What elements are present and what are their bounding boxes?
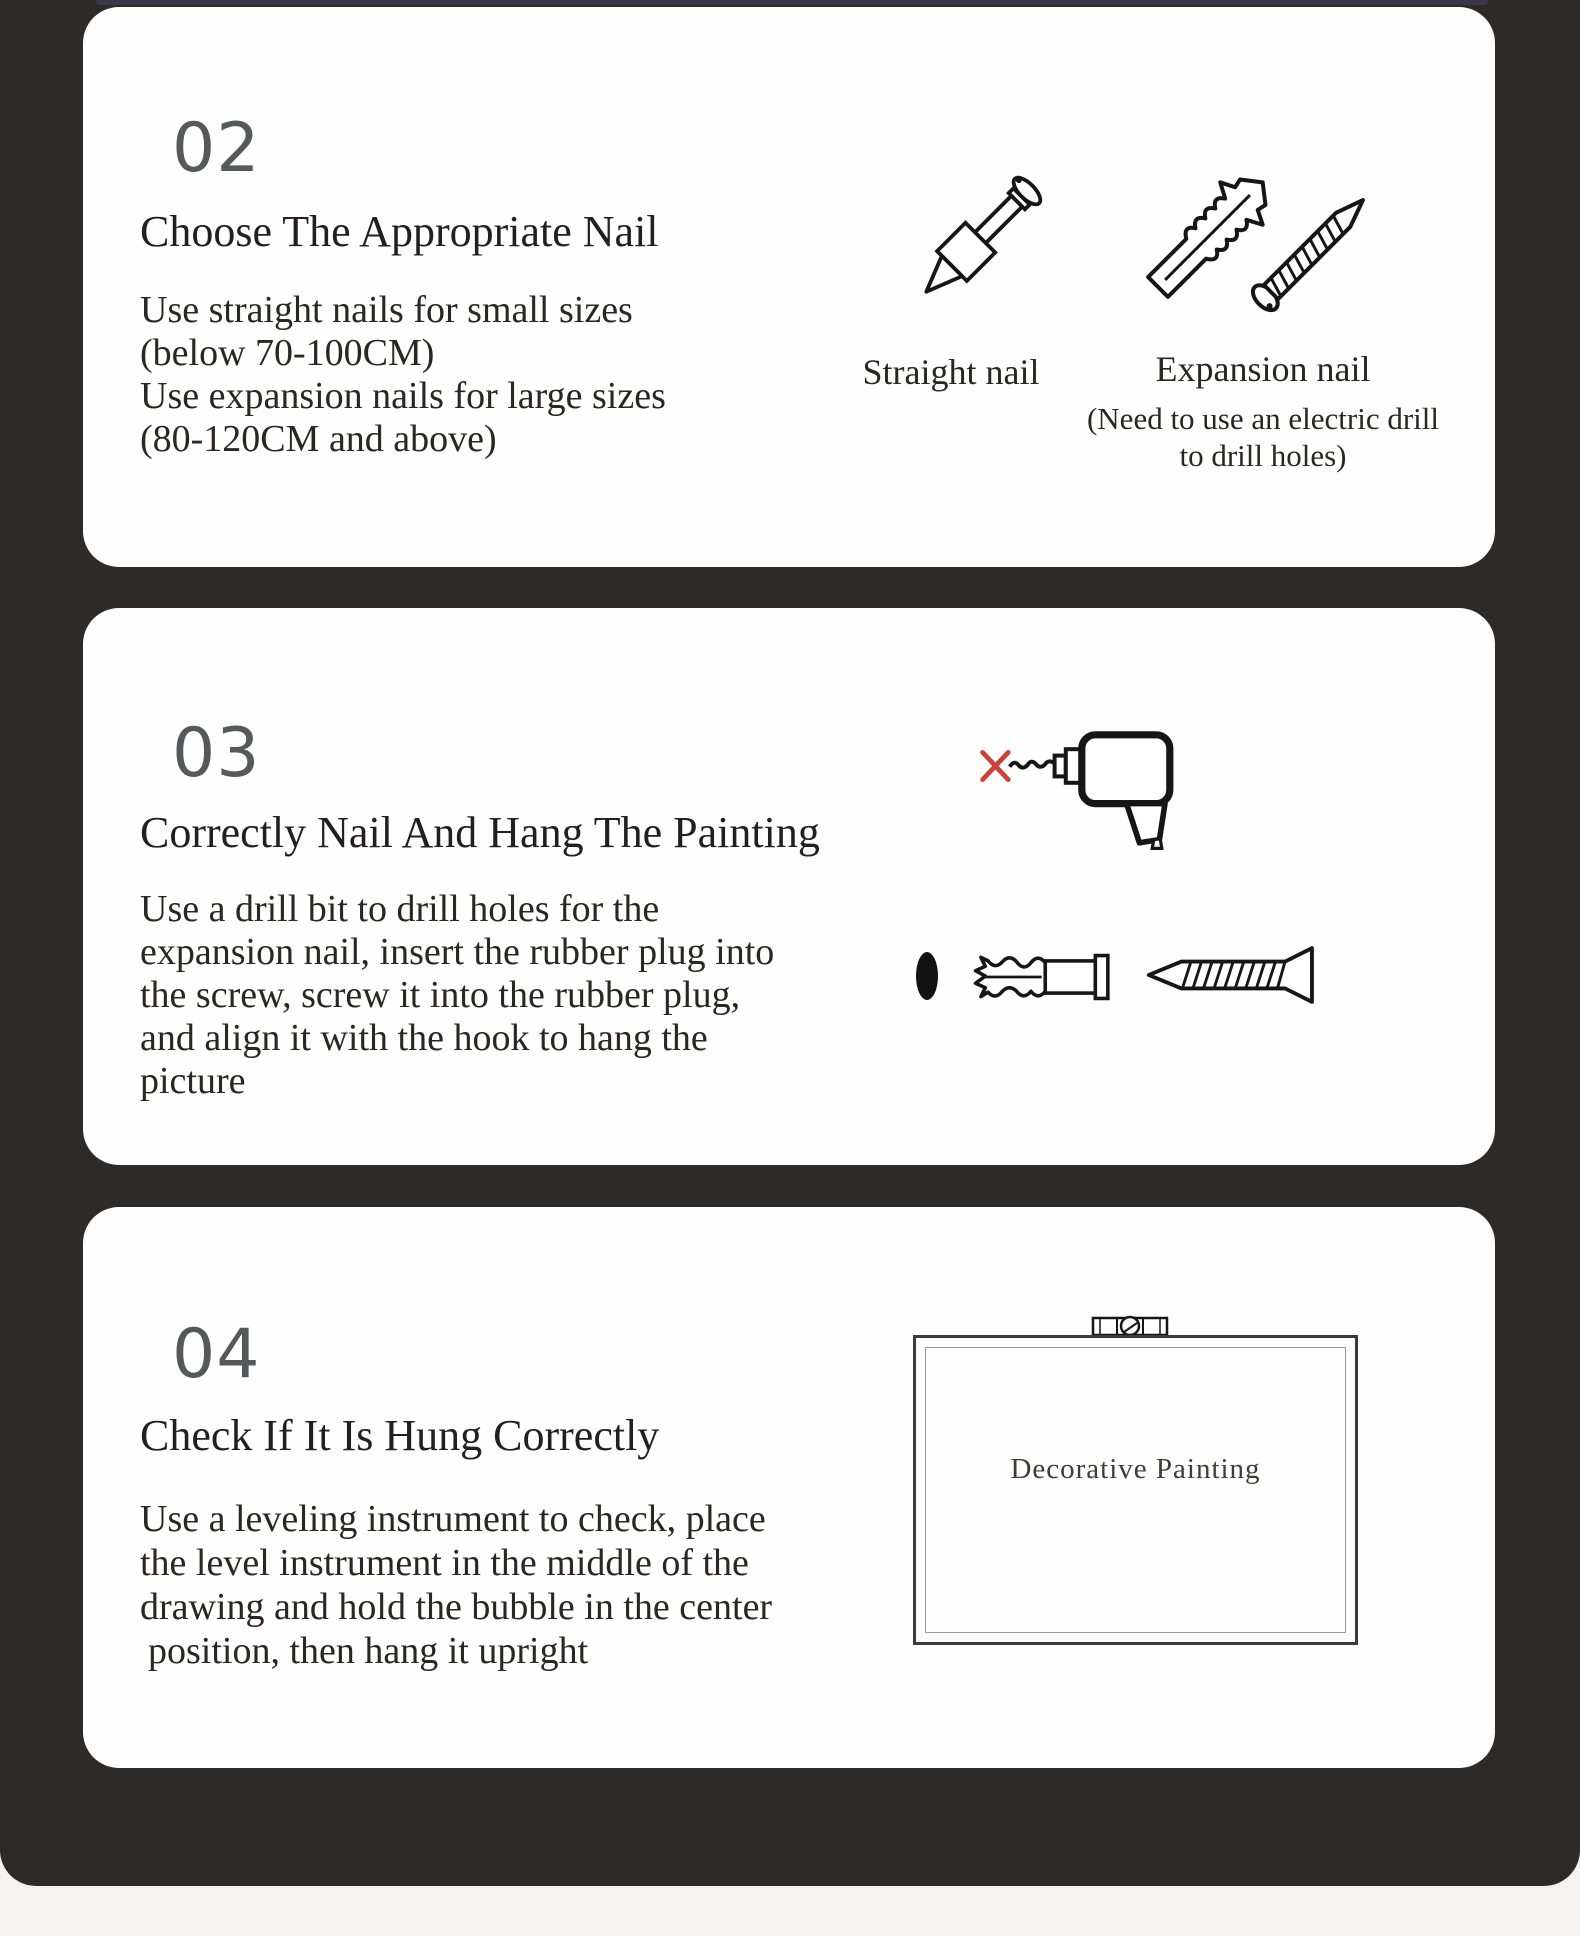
step-number: 02	[172, 109, 261, 188]
body-line: and align it with the hook to hang the	[140, 1017, 708, 1059]
drill-icon	[973, 730, 1189, 850]
frame-label: Decorative Painting	[1010, 1453, 1261, 1485]
body-line: position, then hang it upright	[148, 1630, 589, 1672]
picture-frame-inner-border	[925, 1347, 1346, 1633]
body-line: Use a drill bit to drill holes for the	[140, 888, 660, 930]
expansion-nail-note: (Need to use an electric drill to drill holes)	[1086, 401, 1440, 473]
step-card-02	[83, 7, 1495, 567]
screw-icon	[1143, 946, 1335, 1004]
step-number: 03	[172, 714, 261, 793]
step-card-04	[83, 1207, 1495, 1768]
body-line: Use a leveling instrument to check, place	[140, 1498, 766, 1540]
top-card-edge-remnant	[96, 0, 1488, 5]
bottom-strip	[0, 1886, 1580, 1936]
picture-frame	[913, 1335, 1358, 1645]
body-line: Use straight nails for small sizes	[140, 289, 633, 331]
straight-nail-icon	[893, 153, 1065, 325]
step-title: Choose The Appropriate Nail	[140, 207, 659, 256]
red-x-icon	[983, 752, 1009, 779]
body-line: Use expansion nails for large sizes	[140, 375, 666, 417]
step-body	[140, 289, 666, 461]
body-line: the level instrument in the middle of the	[140, 1542, 749, 1584]
body-line: drawing and hold the bubble in the center	[140, 1586, 773, 1628]
step-title: Check If It Is Hung Correctly	[140, 1411, 660, 1460]
step-number: 04	[172, 1315, 261, 1394]
wall-plug-icon	[963, 950, 1115, 1004]
body-line: (below 70-100CM)	[140, 332, 435, 374]
expansion-nail-icon	[1128, 145, 1398, 327]
expansion-nail-label: Expansion nail	[1155, 349, 1371, 389]
drilled-hole-icon	[916, 952, 938, 1000]
step-body	[140, 888, 774, 1103]
body-line: (80-120CM and above)	[140, 418, 497, 460]
body-line: picture	[140, 1060, 246, 1102]
step-title: Correctly Nail And Hang The Painting	[140, 808, 820, 857]
step-card-03	[83, 608, 1495, 1165]
step-body	[140, 1497, 772, 1673]
straight-nail-label: Straight nail	[862, 352, 1040, 392]
body-line: expansion nail, insert the rubber plug into	[140, 931, 775, 973]
body-line: the screw, screw it into the rubber plug,	[140, 974, 741, 1016]
